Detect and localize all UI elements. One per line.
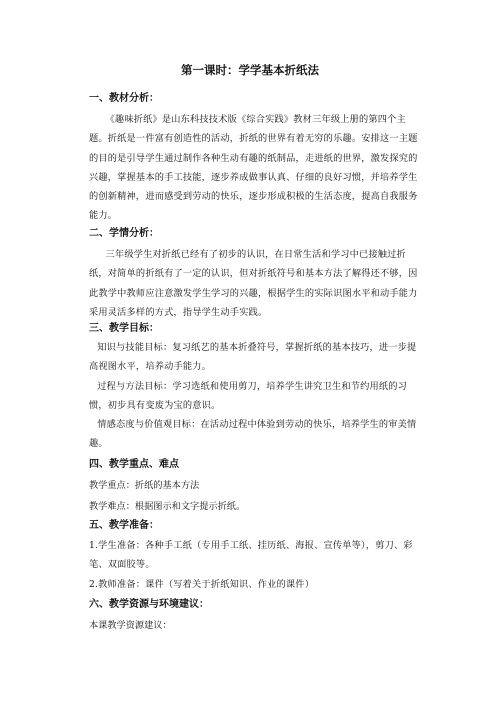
section-heading: 四、教学重点、难点 (89, 459, 179, 470)
section-key-points (89, 458, 419, 514)
page-title: 第一课时：学学基本折纸法 (181, 63, 319, 77)
section-paragraph: 2.教师准备：课件（写着关于折纸知识、作业的课件） (89, 578, 315, 590)
section-heading: 三、教学目标： (89, 323, 159, 334)
section-paragraph: 情感态度与价值观目标：在活动过程中体验到劳动的快乐，培养学生的审美情趣。 (89, 419, 417, 450)
section-paragraph: 本课教学资源建议： (89, 620, 172, 631)
section-paragraph: 1.学生准备：各种手工纸（专用手工纸、挂历纸、海报、宣传单等），剪刀、彩笔、双面胶等。 (89, 540, 413, 571)
section-paragraph: 三年级学生对折纸已经有了初步的认识，在日常生活和学习中已接触过折纸，对简单的折纸有了一定的认识，但对折纸符号和基本方法了解得还不够，因此教学中教师应注意激发学生学习的兴趣，根据学生的实际识图水平和动手能力采用灵活多样的方式，指导学生动手实践。 (89, 249, 418, 318)
section-paragraph: 教学重点：折纸的基本方法 (89, 480, 200, 491)
section-student-analysis (89, 227, 419, 322)
section-heading: 六、教学资源与环境建议： (89, 599, 209, 610)
section-paragraph: 《趣味折纸》是山东科技技术版《综合实践》教材三年级上册的第四个主题。折纸是一件富有创造性的活动，折纸的世界有着无穷的乐趣。安排这一主题的目的是引导学生通过制作各种生动有趣的纸制品，走进纸的世界，激发探究的兴趣，掌握基本的手工技能，逐步养成做事认真、仔细的良好习惯，并培养学生的创新精神，进而感受到劳动的快乐，逐步形成积极的生活态度，提高自我服务能力。 (89, 114, 418, 222)
section-heading: 二、学情分析： (89, 228, 159, 239)
section-heading: 五、教学准备： (89, 520, 159, 531)
section-resources (89, 598, 419, 633)
section-teaching-material (89, 92, 419, 226)
section-paragraph: 过程与方法目标：学习选纸和使用剪刀，培养学生讲究卫生和节约用纸的习惯，初步具有变废为宝的意识。 (89, 380, 408, 411)
section-paragraph: 知识与技能目标：复习纸艺的基本折叠符号，掌握折纸的基本技巧，进一步提高视图水平，培养动手能力。 (89, 342, 417, 373)
section-objectives (89, 322, 419, 454)
section-heading: 一、教材分析： (89, 93, 159, 104)
section-preparation (89, 519, 419, 594)
section-paragraph: 教学难点：根据图示和文字提示折纸。 (89, 501, 246, 512)
